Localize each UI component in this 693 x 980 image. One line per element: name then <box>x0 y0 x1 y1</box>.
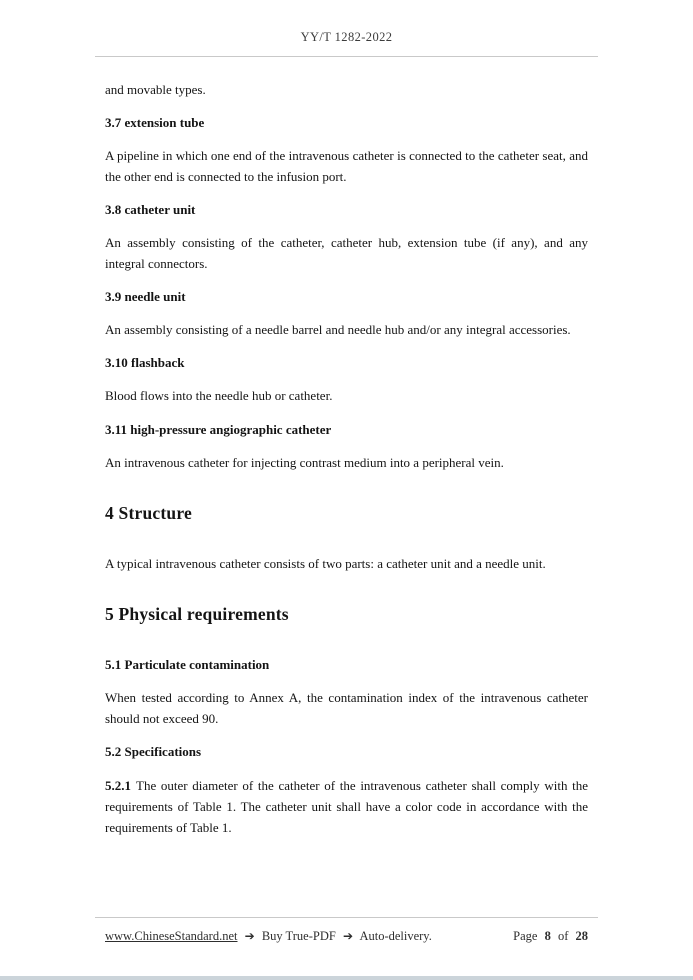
page-bottom-edge <box>0 976 693 980</box>
paragraph-3-9-definition: An assembly consisting of a needle barrel and needle hub and/or any integral accessories. <box>105 322 571 338</box>
heading-3-7-extension-tube: 3.7 extension tube <box>105 115 205 131</box>
clause-number-5-2-1: 5.2.1 <box>105 777 131 793</box>
current-page-number: 8 <box>544 929 551 943</box>
of-word: of <box>557 929 569 943</box>
paragraph-3-11-definition: An intravenous catheter for injecting contrast medium into a peripheral vein. <box>105 454 504 470</box>
footer-buy-label: Buy True-PDF <box>261 929 336 943</box>
paragraph-3-8-definition: An assembly consisting of the catheter, catheter hub, extension tube (if any), and any integral connectors. <box>105 235 588 272</box>
paragraph-3-10-definition: Blood flows into the needle hub or catheter. <box>105 388 333 404</box>
page-header <box>0 0 693 45</box>
paragraph-4-structure: A typical intravenous catheter consists of two parts: a catheter unit and a needle unit. <box>105 555 546 571</box>
heading-3-11-angiographic-catheter: 3.11 high-pressure angiographic catheter <box>105 421 332 437</box>
heading-5-physical-requirements: 5 Physical requirements <box>105 604 289 624</box>
paragraph-5-2-1-requirement <box>105 775 588 838</box>
paragraph-continuation: and movable types. <box>105 82 206 97</box>
footer-source-line <box>105 929 436 944</box>
arrow-icon: ➔ <box>244 929 255 943</box>
page-footer <box>0 917 693 980</box>
heading-3-9-needle-unit: 3.9 needle unit <box>105 289 186 305</box>
footer-website-link[interactable]: www.ChineseStandard.net <box>105 929 238 943</box>
page-number-indicator <box>509 929 588 944</box>
heading-3-10-flashback: 3.10 flashback <box>105 355 185 371</box>
heading-4-structure: 4 Structure <box>105 502 192 523</box>
paragraph-5-1-requirement: When tested according to Annex A, the contamination index of the intravenous catheter should not exceed 90. <box>105 690 588 727</box>
heading-3-8-catheter-unit: 3.8 catheter unit <box>105 202 196 218</box>
heading-5-2-specifications: 5.2 Specifications <box>105 744 202 760</box>
paragraph-3-7-definition: A pipeline in which one end of the intravenous catheter is connected to the catheter seat, and the other end is connected to the infusion port. <box>105 148 588 185</box>
arrow-icon: ➔ <box>342 929 353 943</box>
page-word: Page <box>513 929 538 943</box>
total-page-count: 28 <box>575 929 588 943</box>
clause-text-5-2-1: The outer diameter of the catheter of the intravenous catheter shall comply with the requirements of Table 1. The catheter unit shall have a color code in accordance with the requirements of Table 1. <box>105 777 588 835</box>
heading-5-1-particulate-contamination: 5.1 Particulate contamination <box>105 657 270 673</box>
document-body <box>0 57 693 838</box>
standard-number: YY/T 1282-2022 <box>300 30 393 44</box>
footer-delivery-label: Auto-delivery. <box>359 929 432 943</box>
